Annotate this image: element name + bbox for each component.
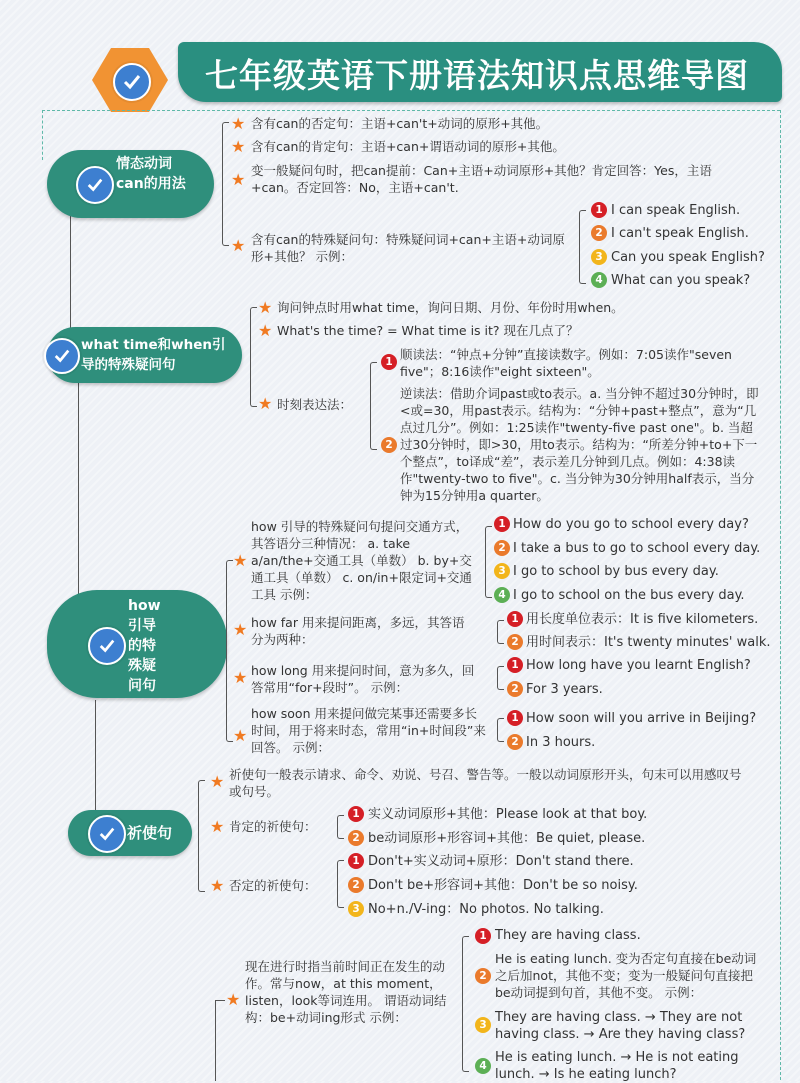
bracket xyxy=(222,122,229,246)
rule-text: 询问钟点时用what time，询问日期、月份、年份时用when。 xyxy=(277,300,624,315)
example-text: be动词原形+形容词+其他：Be quiet, please. xyxy=(368,831,646,846)
bracket xyxy=(337,815,344,839)
star-icon: ★ xyxy=(231,170,246,189)
example-text: He is eating lunch. 变为否定句直接在be动词之后加not，其他不变；变为一般疑问句直接把be动词提到句首，其他不变。 示例： xyxy=(495,951,757,1000)
bracket xyxy=(485,526,492,598)
example-text: I take a bus to go to school every day. xyxy=(513,541,761,556)
trunk-line xyxy=(78,380,79,600)
example-text: I go to school on the bus every day. xyxy=(513,588,745,603)
trunk-line xyxy=(215,1000,216,1081)
number-badge: 2 xyxy=(507,734,523,750)
number-badge: 1 xyxy=(348,853,364,869)
trunk-line xyxy=(95,700,96,810)
number-badge: 1 xyxy=(591,202,607,218)
how-rule: how 引导的特殊疑问句提问交通方式，其答语分三种情况： a. take a/an/the+交通工具（单数） b. by+交通工具（单数） c. on/in+限定词+交通工具 示例： xyxy=(251,519,472,602)
bracket xyxy=(497,620,504,644)
connector xyxy=(215,1000,225,1001)
rule-text: 含有can的肯定句：主语+can+谓语动词的原形+其他。 xyxy=(251,139,565,154)
number-badge: 1 xyxy=(381,354,397,370)
check-icon xyxy=(44,338,80,374)
connector xyxy=(780,110,781,1080)
star-icon: ★ xyxy=(226,990,241,1009)
example-text: What can you speak? xyxy=(611,273,751,288)
bracket xyxy=(497,666,504,690)
section-label: 情态动词can的用法 xyxy=(116,156,186,192)
rule-text: 变一般疑问句时，把can提前：Can+主语+动词原形+其他？肯定回答：Yes，主语+can。否定回答：No，主语+can't. xyxy=(251,163,712,195)
time-rule: 逆读法：借助介词past或to表示。a. 当分钟不超过30分钟时，即<或=30，用past表示。结构为：“分钟+past+整点”，意为“几点过几分”。例如：1:25读作"twenty-five past one"。b. 当超过30分钟时，即>30，用to表示。结构为：“所差分钟+to+下一个整点”，to译成“差”，表示差几分钟到几点。例如：4:38读作"twenty-two to five"。c. 当分钟为30分钟用half表示，当分钟为15分钟用a quarter。 xyxy=(400,386,759,503)
bracket xyxy=(497,718,504,742)
number-badge: 1 xyxy=(507,657,523,673)
star-icon: ★ xyxy=(233,620,248,639)
number-badge: 3 xyxy=(494,563,510,579)
number-badge: 2 xyxy=(381,437,397,453)
number-badge: 2 xyxy=(348,830,364,846)
number-badge: 1 xyxy=(475,928,491,944)
star-icon: ★ xyxy=(233,668,248,687)
star-icon: ★ xyxy=(231,236,246,255)
example-text: For 3 years. xyxy=(526,682,603,697)
connector xyxy=(42,110,780,111)
how-rule: how soon 用来提问做完某事还需要多长时间，用于将来时态，常用“in+时间段”来回答。 示例： xyxy=(251,706,486,755)
section-label: how引导的特殊疑问句 xyxy=(128,598,161,694)
rule-text: 现在进行时指当前时间正在发生的动作。常与now，at this moment，listen，look等词连用。 谓语动词结构：be+动词ing形式 示例： xyxy=(245,959,447,1025)
bracket xyxy=(250,307,257,407)
section-label: what time和when引导的特殊疑问句 xyxy=(81,337,226,373)
rule-text: 时刻表达法： xyxy=(277,397,353,412)
star-icon: ★ xyxy=(233,726,248,745)
bracket xyxy=(198,780,205,892)
example-text: He is eating lunch. → He is not eating lunch. → Is he eating lunch? xyxy=(495,1050,739,1082)
how-rule: how far 用来提问距离，多远，其答语分为两种： xyxy=(251,615,465,647)
page-title: 七年级英语下册语法知识点思维导图 xyxy=(205,56,749,95)
check-icon xyxy=(88,815,126,853)
number-badge: 2 xyxy=(494,540,510,556)
check-icon xyxy=(113,63,151,101)
example-text: I go to school by bus every day. xyxy=(513,564,719,579)
number-badge: 3 xyxy=(475,1017,491,1033)
star-icon: ★ xyxy=(231,114,246,133)
star-icon: ★ xyxy=(231,137,246,156)
example-text: Don't be+形容词+其他：Don't be so noisy. xyxy=(368,878,638,893)
bracket xyxy=(337,860,344,908)
check-icon xyxy=(88,627,126,665)
star-icon: ★ xyxy=(258,298,273,317)
star-icon: ★ xyxy=(210,772,225,791)
number-badge: 2 xyxy=(348,877,364,893)
number-badge: 3 xyxy=(591,249,607,265)
rule-text: 肯定的祈使句： xyxy=(229,819,317,834)
number-badge: 3 xyxy=(348,901,364,917)
rule-text: 否定的祈使句： xyxy=(229,878,317,893)
bracket xyxy=(370,362,377,450)
example-text: 用长度单位表示：It is five kilometers. xyxy=(526,612,759,627)
rule-text: 祈使句一般表示请求、命令、劝说、号召、警告等。一般以动词原形开头，句末可以用感叹号或句号。 xyxy=(229,767,742,799)
number-badge: 2 xyxy=(507,634,523,650)
star-icon: ★ xyxy=(233,551,248,570)
example-text: How do you go to school every day? xyxy=(513,517,749,532)
example-text: How long have you learnt English? xyxy=(526,658,751,673)
example-text: How soon will you arrive in Beijing? xyxy=(526,711,757,726)
number-badge: 4 xyxy=(494,587,510,603)
number-badge: 1 xyxy=(348,806,364,822)
example-text: They are having class. xyxy=(495,928,641,943)
example-text: Can you speak English? xyxy=(611,250,765,265)
example-text: I can speak English. xyxy=(611,203,741,218)
star-icon: ★ xyxy=(210,817,225,836)
example-text: In 3 hours. xyxy=(526,735,596,750)
bracket xyxy=(579,210,586,284)
number-badge: 4 xyxy=(475,1058,491,1074)
bracket xyxy=(226,560,233,742)
check-icon xyxy=(76,166,114,204)
rule-text: What's the time? = What time is it? 现在几点了？ xyxy=(277,323,579,338)
example-text: 实义动词原形+其他：Please look at that boy. xyxy=(368,807,648,822)
number-badge: 1 xyxy=(507,710,523,726)
number-badge: 2 xyxy=(475,968,491,984)
star-icon: ★ xyxy=(210,876,225,895)
connector xyxy=(42,110,43,160)
number-badge: 4 xyxy=(591,272,607,288)
example-text: I can't speak English. xyxy=(611,226,749,241)
rule-text: 含有can的否定句：主语+can't+动词的原形+其他。 xyxy=(251,116,549,131)
number-badge: 2 xyxy=(507,681,523,697)
bracket xyxy=(462,936,469,1072)
example-text: They are having class. → They are not having class. → Are they having class? xyxy=(495,1010,746,1042)
rule-text: 含有can的特殊疑问句：特殊疑问词+can+主语+动词原形+其他？ 示例： xyxy=(251,232,565,264)
example-text: 用时间表示：It's twenty minutes' walk. xyxy=(526,635,771,650)
number-badge: 1 xyxy=(507,611,523,627)
star-icon: ★ xyxy=(258,394,273,413)
example-text: Don't+实义动词+原形：Don't stand there. xyxy=(368,854,634,869)
star-icon: ★ xyxy=(258,321,273,340)
how-rule: how long 用来提问时间，意为多久，回答常用“for+段时”。 示例： xyxy=(251,663,475,695)
example-text: No+n./V-ing：No photos. No talking. xyxy=(368,902,604,917)
time-rule: 顺读法：“钟点+分钟”直接读数字。例如：7:05读作"seven five"；8:16读作"eight sixteen"。 xyxy=(400,347,732,379)
number-badge: 2 xyxy=(591,225,607,241)
number-badge: 1 xyxy=(494,516,510,532)
section-label: 祈使句 xyxy=(127,824,173,842)
